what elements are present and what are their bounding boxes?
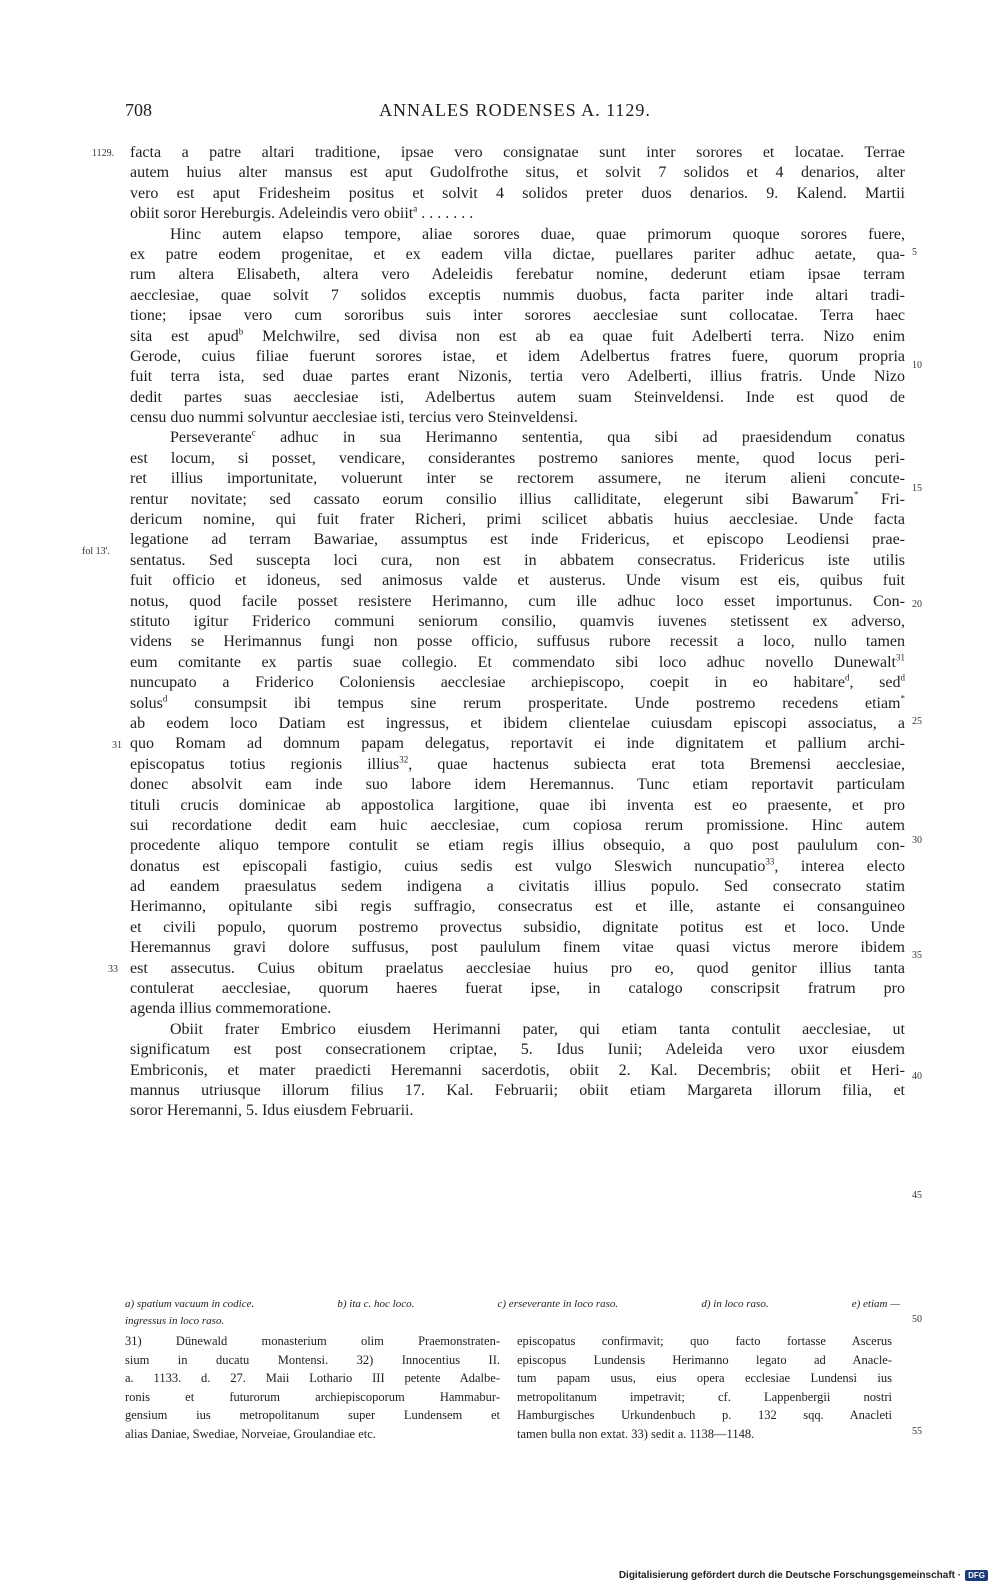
text-line: vero est aput Fridesheim positus et solvit 4 solidos preter duos denarios. 9. Kalend. Martii	[130, 184, 905, 202]
text-line: procedente aliquo tempore contulit se etiam regis illius obsequio, a quo post paululum con-	[130, 837, 905, 855]
line-number: 5	[912, 247, 917, 258]
text-line: dericum nomine, qui fuit frater Richeri, primi scilicet abbatis huius aecclesiae. Unde facta	[130, 511, 905, 529]
footnote-line: 31) Dünewald monasterium olim Praemonstraten-	[125, 1334, 500, 1348]
text-line: mannus utriusque illorum filius 17. Kal. Februarii; obiit etiam Margareta illorum filia, et	[130, 1081, 905, 1099]
apparatus-row	[125, 1313, 900, 1330]
apparatus-note: a) spatium vacuum in codice.	[125, 1298, 255, 1310]
text-line: et civili populo, quorum postremo provectus subsidio, dignitate potitus est et loco. Unde	[130, 918, 905, 936]
text-line: dedit partes suas aecclesiae isti, Adelbertus autem suam Steinveldensi. Inde est quod de	[130, 388, 905, 406]
footnote-line: tum papam usus, eius opera ecclesiae Lundensi ius	[517, 1371, 892, 1385]
footnote-line: ronis et futurorum archiepiscoporum Hammabur-	[125, 1389, 500, 1404]
text-line: soror Heremanni, 5. Idus eiusdem Februarii.	[130, 1102, 414, 1120]
text-line: est locum, si posset, vendicare, considerantes postremo saniores mente, quod locus peri-	[130, 449, 905, 467]
text-line: fuit terra ista, sed duae partes erant Nizonis, tertia vero Adelberti, illius fratris. Unde Nizo	[130, 368, 905, 386]
text-line: nuncupato a Friderico Coloniensis aecclesiae archiepiscopo, coepit in eo habitare$^d$, sed$^d$	[130, 672, 905, 692]
apparatus-note: c) erseverante in loco raso.	[497, 1298, 619, 1310]
footnote-line: sium in ducatu Montensi. 32) Innocentius II.	[125, 1352, 500, 1367]
footnote-line: gensium ius metropolitanum super Lundensem et	[125, 1408, 500, 1422]
text-line: tione; ipsae vero cum sororibus suis inter sorores aecclesiae sunt collocatae. Terra haec	[130, 307, 905, 325]
page-header	[125, 100, 905, 130]
line-number: 10	[912, 360, 922, 371]
text-line: Obiit frater Embrico eiusdem Herimanni pater, qui etiam tanta contulit aecclesiae, ut	[170, 1020, 905, 1038]
text-line: censu duo nummi solvuntur aecclesiae isti, tercius vero Steinveldensi.	[130, 409, 578, 427]
footnote-line: tamen bulla non extat. 33) sedit a. 1138—1148.	[517, 1426, 755, 1441]
footnote-line: alias Daniae, Swediae, Norveiae, Groulandiae etc.	[125, 1426, 376, 1441]
paragraph	[130, 428, 905, 1019]
text-line: aecclesiae, quae solvit 7 solidos exceptis nummis duobus, facta pariter inde altari tradi-	[130, 286, 905, 304]
text-line: donec absolvit eam inde suo labore idem Heremannus. Tunc etiam reportavit particulam	[130, 776, 905, 794]
line-number: 35	[912, 950, 922, 961]
margin-year: 1129.	[92, 148, 115, 159]
text-line: rum altera Elisabeth, altera vero Adeleidis ferebatur nomine, dederunt etiam ipsae terram	[130, 266, 905, 284]
apparatus-note: d) in loco raso.	[701, 1298, 769, 1310]
paragraph	[130, 143, 905, 225]
text-line: legatione ad terram Bawariae, assumptus est inde Fridericus, et episcopo Leodiensi prae-	[130, 531, 905, 549]
text-line: sita est apud$^b$ Melchwilre, sed divisa non est ab ea quae fuit Adelberti terra. Nizo enim	[130, 326, 906, 345]
page-number: 708	[125, 100, 152, 120]
margin-note-33: 33	[108, 964, 118, 975]
line-number: 55	[912, 1426, 922, 1437]
text-line: sentatus. Sed suscepta loci cura, non est in abbatem consecratus. Fridericus iste utilis	[130, 551, 905, 569]
dfg-logo: DFG	[965, 1570, 988, 1581]
footnote-line: Hamburgisches Urkundenbuch p. 132 sqq. Anacleti	[517, 1408, 892, 1422]
text-line: rentur novitate; sed cassato eorum consilio illius calliditate, elegerunt sibi Bawarum* Fri-	[130, 489, 906, 508]
text-line: Embriconis, et mater praedicti Heremanni sacerdotis, obiit 2. Kal. Decembris; obiit et Heri-	[130, 1061, 905, 1079]
text-line: fuit officio et idoneus, sed animosus valde et austerus. Unde visum est eis, quibus fuit	[130, 572, 905, 590]
text-line: contulerat aecclesiae, quorum haeres fuerat ipse, in catalogo conscripsit fratrum pro	[130, 980, 905, 998]
margin-note-31: 31	[112, 740, 122, 751]
running-title: ANNALES RODENSES A. 1129.	[379, 100, 651, 120]
line-number: 25	[912, 716, 922, 727]
line-number: 50	[912, 1314, 922, 1325]
text-line: Herimanno, opitulante sibi regis suffragio, consecratus est et ille, astante ei consanguineo	[130, 898, 905, 916]
text-line: sui recordatione dedit eam huic aecclesiae, cum copiosa rerum promissione. Hinc autem	[130, 816, 905, 834]
text-line: ex patre eodem progenitae, et ex eadem villa dictae, puellares pariter adhuc aetate, qua-	[130, 245, 905, 263]
text-line: episcopatus totius regionis illius$^{32}$, quae hactenus subiecta erat tota Bremensi aecclesiae,	[130, 754, 906, 773]
text-line: solus$^d$ consumpsit ibi tempus sine rerum prosperitate. Unde postremo recedens etiam*	[130, 693, 905, 712]
text-line: facta a patre altari traditione, ipsae vero consignatae sunt inter sorores et locatae. Terrae	[130, 144, 905, 161]
text-line: obiit soror Hereburgis. Adeleindis vero obiit$^a$ . . . . . . .	[130, 203, 474, 223]
footnote-line: episcopatus confirmavit; quo facto fortasse Ascerus	[517, 1334, 892, 1348]
text-line: quo Romam ad domnum papam delegatus, reportavit ei inde dignitatem et pallium archi-	[130, 735, 905, 753]
text-line: significatum est post consecrationem criptae, 5. Idus Iunii; Adeleida vero uxor eiusdem	[130, 1041, 905, 1059]
text-line: videns se Herimannus fungi non posse officio, suffusus rubore recessit a loco, nullo tamen	[130, 633, 905, 651]
text-line: notus, quod facile posset resistere Herimanno, cum ille adhuc loco esset importunus. Con-	[130, 592, 905, 610]
text-line: ab eodem loco Datiam est ingressus, et ibidem clientelae cuiusdam episcopi associatus, a	[130, 714, 905, 732]
line-number: 45	[912, 1190, 922, 1201]
text-line: agenda illius commemoratione.	[130, 1000, 332, 1018]
footnote-line: a. 1133. d. 27. Maii Lothario III petente Adalbe-	[125, 1371, 500, 1385]
paragraph	[130, 225, 905, 429]
text-line: Gerode, cuius filiae fuerunt sorores istae, et idem Adelbertus fratres fuere, quorum propria	[130, 347, 905, 365]
paragraph	[130, 1020, 905, 1122]
text-line: Hinc autem elapso tempore, aliae sorores duae, quae primorum quoque sorores fuere,	[170, 225, 905, 243]
funding-credit	[619, 1570, 988, 1581]
main-text	[130, 143, 905, 1122]
line-number: 40	[912, 1071, 922, 1082]
critical-apparatus	[125, 1296, 900, 1330]
margin-folio: fol 13'.	[82, 546, 110, 557]
footnote-line: episcopus Lundensis Herimanno legato ad Anacle-	[517, 1352, 892, 1367]
line-number: 15	[912, 483, 922, 494]
text-line: ret illius importunitate, voluerunt inter se rectorem assumere, ne iterum alieni concute-	[130, 470, 905, 488]
text-line: eum comitante ex partis suae collegio. Et commendato sibi loco adhuc novello Dunewalt$^{31}$	[130, 652, 905, 671]
line-number: 30	[912, 835, 922, 846]
apparatus-note: e) etiam —	[851, 1298, 900, 1310]
text-line: stituto igitur Friderico communi seniorum consilio, quamvis iuvenes stetissent ex adverso,	[130, 612, 905, 630]
footnote-column-left	[125, 1332, 500, 1443]
apparatus-note: b) ita c. hoc loco.	[337, 1298, 415, 1310]
text-line: Heremannus gravi dolore suffusus, post paululum finem vitae quasi victus merore ibidem	[130, 939, 905, 957]
credit-text: Digitalisierung gefördert durch die Deutsche Forschungsgemeinschaft ·	[618, 1570, 962, 1581]
text-line: est assecutus. Cuius obitum praelatus aecclesiae huius pro eo, quod genitor illius tanta	[130, 959, 905, 977]
text-line: ad eandem praesulatus sedem indigena a civitatis illius populo. Sed consecrato statim	[130, 878, 905, 896]
footnote-column-right	[517, 1332, 892, 1443]
text-line: donatus est episcopali fastigio, cuius sedis est vulgo Sleswich nuncupatio$^{33}$, interea electo	[130, 856, 906, 875]
line-number: 20	[912, 599, 922, 610]
text-line: tituli crucis dominicae ab appostolica largitione, quae ibi inventa est eo praesente, et pro	[130, 796, 905, 814]
footnote-line: metropolitanum impetravit; cf. Lappenbergii nostri	[517, 1389, 892, 1404]
apparatus-row	[125, 1296, 900, 1313]
text-line: Perseverante$^c$ adhuc in sua Herimanno sententia, qua sibi ad praesidendum conatus	[170, 428, 905, 447]
apparatus-note: ingressus in loco raso.	[125, 1315, 225, 1327]
text-line: autem huius alter mansus est aput Gudolfrothe situs, et solvit 7 solidos et 4 denarios, alter	[130, 164, 905, 182]
